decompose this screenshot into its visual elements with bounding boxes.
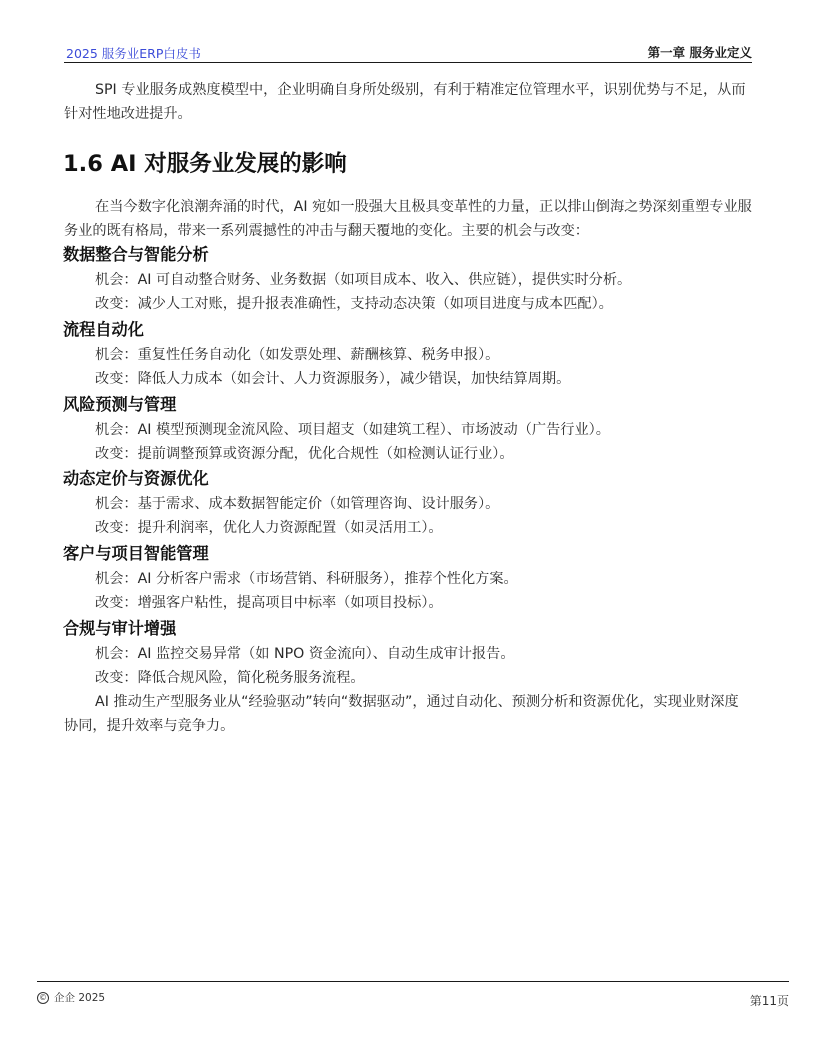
opportunity-line: 机会：AI 模型预测现金流风险、项目超支（如建筑工程）、市场波动（广告行业）。 <box>95 422 610 438</box>
subsection-heading: 风险预测与管理 <box>63 395 177 414</box>
opportunity-line: 机会：重复性任务自动化（如发票处理、薪酬核算、税务申报）。 <box>95 347 500 363</box>
closing-paragraph: AI 推动生产型服务业从“经验驱动”转向“数据驱动”，通过自动化、预测分析和资源优化，实现业财深度协同，提升效率与竞争力。 <box>64 694 739 734</box>
footer-copyright <box>37 990 105 1005</box>
section-heading: 1.6 AI 对服务业发展的影响 <box>63 151 347 177</box>
footer-divider <box>37 981 789 982</box>
subsection-heading: 合规与审计增强 <box>63 619 177 638</box>
change-line: 改变：减少人工对账，提升报表准确性，支持动态决策（如项目进度与成本匹配）。 <box>95 296 613 312</box>
page-header <box>64 42 752 63</box>
copyright-icon: © <box>37 992 49 1004</box>
document-title: 2025 服务业ERP白皮书 <box>66 46 201 61</box>
chapter-title: 第一章 服务业定义 <box>647 45 752 60</box>
section-lead-paragraph: 在当今数字化浪潮奔涌的时代，AI 宛如一股强大且极具变革性的力量，正以排山倒海之势深刻重塑专业服务业的既有格局，带来一系列震撼性的冲击与翻天覆地的变化。主要的机会与改变： <box>64 199 752 239</box>
opportunity-line: 机会：AI 可自动整合财务、业务数据（如项目成本、收入、供应链），提供实时分析。 <box>95 272 632 288</box>
change-line: 改变：增强客户粘性，提高项目中标率（如项目投标）。 <box>95 595 443 611</box>
subsection-heading: 数据整合与智能分析 <box>63 245 209 264</box>
subsection-heading: 流程自动化 <box>63 320 144 339</box>
change-line: 改变：降低人力成本（如会计、人力资源服务），减少错误，加快结算周期。 <box>95 371 571 387</box>
change-line: 改变：提前调整预算或资源分配，优化合规性（如检测认证行业）。 <box>95 446 514 462</box>
footer-company-year: 企企 2025 <box>54 992 106 1004</box>
opportunity-line: 机会：AI 监控交易异常（如 NPO 资金流向）、自动生成审计报告。 <box>95 646 515 662</box>
subsection-heading: 动态定价与资源优化 <box>63 469 209 488</box>
change-line: 改变：提升利润率，优化人力资源配置（如灵活用工）。 <box>95 520 443 536</box>
opportunity-line: 机会：AI 分析客户需求（市场营销、科研服务），推荐个性化方案。 <box>95 571 518 587</box>
subsection-heading: 客户与项目智能管理 <box>63 544 209 563</box>
change-line: 改变：降低合规风险，简化税务服务流程。 <box>95 670 365 686</box>
intro-paragraph: SPI 专业服务成熟度模型中，企业明确自身所处级别，有利于精准定位管理水平，识别优势与不足，从而针对性地改进提升。 <box>64 82 746 122</box>
page-number: 第11页 <box>749 994 789 1008</box>
opportunity-line: 机会：基于需求、成本数据智能定价（如管理咨询、设计服务）。 <box>95 496 500 512</box>
